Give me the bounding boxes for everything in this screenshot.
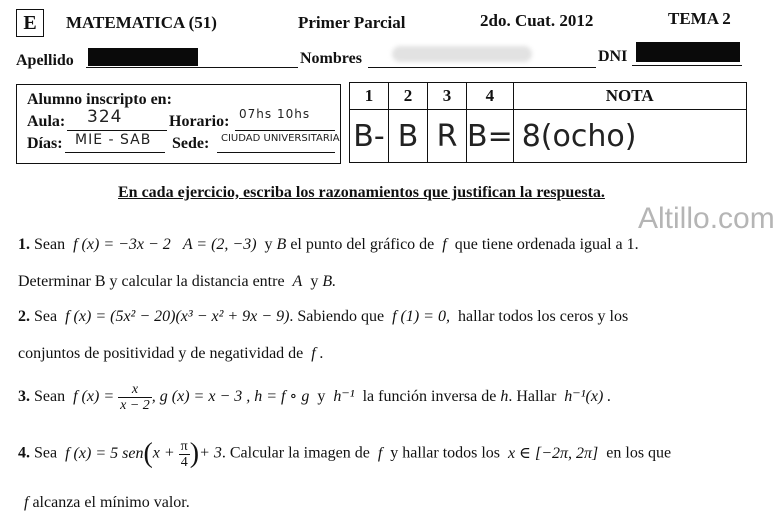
enrollment-title: Alumno inscripto en: — [27, 91, 172, 108]
problem-1-point-a: A = (2, −3) — [182, 236, 257, 253]
problem-4-line-1 — [18, 438, 671, 470]
grade-value-1: B- — [350, 110, 389, 163]
problem-2-condition: f (1) = 0, — [392, 308, 450, 325]
horario-value: 07hs 10hs — [239, 107, 311, 121]
horario-line — [235, 129, 335, 131]
problem-2-intro: Sea — [34, 308, 58, 325]
aula-label: Aula: — [27, 113, 66, 130]
problem-1-y: y — [264, 236, 273, 253]
problem-1-line-2-text: Determinar B y calcular la distancia entre — [18, 273, 285, 290]
problem-1-line-2 — [18, 273, 336, 291]
dias-line — [65, 151, 165, 153]
grades-table — [349, 82, 747, 163]
problem-1-text-1: el punto del gráfico de — [290, 236, 435, 253]
problem-1-f: f — [442, 236, 447, 253]
problem-4-interval: x ∈ [−2π, 2π] — [508, 444, 599, 462]
problem-4-pi-num: π — [180, 438, 188, 454]
dni-redaction — [636, 42, 740, 62]
problem-2-function: f (x) = (5x² − 20)(x³ − x² + 9x − 9) — [65, 308, 290, 325]
problem-3-denominator: x − 2 — [120, 398, 150, 413]
problem-4-pi-den: 4 — [180, 454, 188, 470]
problem-2-text-1: . Sabiendo que — [289, 308, 385, 325]
problem-4-paren-open: ( — [143, 438, 153, 469]
problem-4-number: 4. — [18, 444, 30, 462]
problem-4-line-2 — [24, 494, 190, 512]
aula-value: 324 — [87, 107, 123, 127]
problem-4-f-lhs: f (x) = 5 sen — [65, 444, 144, 462]
problem-2-line-2-text: conjuntos de positividad y de negatividad de — [18, 345, 304, 362]
problem-1-function: f (x) = −3x − 2 — [73, 236, 171, 253]
problem-3-line — [18, 382, 611, 413]
grades-header-row — [350, 83, 747, 110]
exam-term: 2do. Cuat. 2012 — [480, 11, 594, 30]
problem-3-numerator: x — [118, 382, 152, 398]
problem-3-intro: Sean — [34, 388, 66, 406]
nombres-label: Nombres — [300, 50, 362, 67]
grade-header-4: 4 — [467, 83, 514, 110]
problem-1-number: 1. — [18, 236, 30, 253]
enrollment-box — [16, 84, 341, 164]
problem-4-plus3: + 3 — [199, 444, 222, 462]
sede-line — [217, 151, 335, 153]
problem-3-y: y — [317, 388, 326, 406]
problem-1-y2: y — [310, 273, 319, 290]
problem-4-paren-close: ) — [189, 438, 200, 469]
exam-tema: TEMA 2 — [668, 9, 731, 28]
problem-1-line-1 — [18, 236, 639, 254]
exam-letter-box — [16, 9, 44, 37]
problem-4-text-2: y hallar todos los — [390, 444, 501, 462]
dias-value: MIE - SAB — [75, 132, 152, 148]
horario-label: Horario: — [169, 113, 230, 130]
dni-label: DNI — [598, 48, 628, 65]
problem-3-g: , g (x) = x − 3 — [151, 388, 243, 406]
problem-3-hinv: h⁻¹ — [333, 388, 355, 406]
nombres-redaction — [392, 46, 532, 62]
grade-value-4: B= — [467, 110, 514, 163]
dni-field — [632, 64, 742, 66]
grade-header-2: 2 — [389, 83, 428, 110]
problem-3-fraction — [118, 382, 152, 413]
problem-4-text-1: . Calcular la imagen de — [221, 444, 370, 462]
exam-letter: E — [23, 12, 37, 34]
sede-value: CIUDAD UNIVERSITARIA — [221, 133, 340, 144]
problem-1-a: A — [292, 273, 303, 290]
apellido-redaction — [88, 48, 198, 66]
nombres-field — [368, 66, 596, 68]
problem-2-line-1 — [18, 308, 628, 326]
problem-2-line-2 — [18, 345, 324, 363]
apellido-label: Apellido — [16, 52, 74, 69]
sede-label: Sede: — [172, 135, 210, 152]
problem-4-pi-fraction — [179, 439, 190, 470]
problem-2-number: 2. — [18, 308, 30, 325]
problem-1-b-end: B. — [322, 273, 337, 290]
problem-4-f: f — [377, 444, 383, 462]
problem-3-h: , h = f ∘ g — [246, 388, 310, 406]
problem-4-text-3: en los que — [606, 444, 672, 462]
grades-values-row — [350, 110, 747, 163]
grade-header-nota: NOTA — [513, 83, 746, 110]
aula-line — [67, 129, 167, 131]
problem-3-text-2: . Hallar — [508, 388, 557, 406]
dias-label: Días: — [27, 135, 63, 152]
problem-3-hvar: h — [500, 388, 509, 406]
problem-3-f-lhs: f (x) = — [73, 388, 115, 406]
problem-4-xplus: x + — [152, 444, 175, 462]
problem-3-text-1: la función inversa de — [362, 388, 497, 406]
exam-name: Primer Parcial — [298, 13, 406, 32]
problem-2-f-end: f . — [311, 345, 324, 362]
problem-3-hinvx: h⁻¹(x) . — [564, 388, 612, 406]
grade-value-nota: 8(ocho) — [513, 110, 746, 163]
problem-1-point-b: B — [276, 236, 287, 253]
problem-4-line-2-text: alcanza el mínimo valor. — [32, 494, 190, 511]
problem-2-text-2: hallar todos los ceros y los — [457, 308, 629, 325]
course-title: MATEMATICA (51) — [66, 13, 217, 32]
problem-4-line-2-f: f — [24, 494, 29, 511]
grade-header-1: 1 — [350, 83, 389, 110]
problem-3-number: 3. — [18, 388, 30, 406]
instruction-text: En cada ejercicio, escriba los razonamientos que justifican la respuesta. — [118, 184, 605, 201]
problem-4-intro: Sea — [34, 444, 58, 462]
grade-value-2: B — [389, 110, 428, 163]
problem-1-intro: Sean — [34, 236, 66, 253]
watermark-logo: Altillo.com — [638, 202, 775, 235]
grade-value-3: R — [428, 110, 467, 163]
grade-header-3: 3 — [428, 83, 467, 110]
problem-1-text-2: que tiene ordenada igual a 1. — [454, 236, 639, 253]
apellido-field — [86, 66, 298, 68]
